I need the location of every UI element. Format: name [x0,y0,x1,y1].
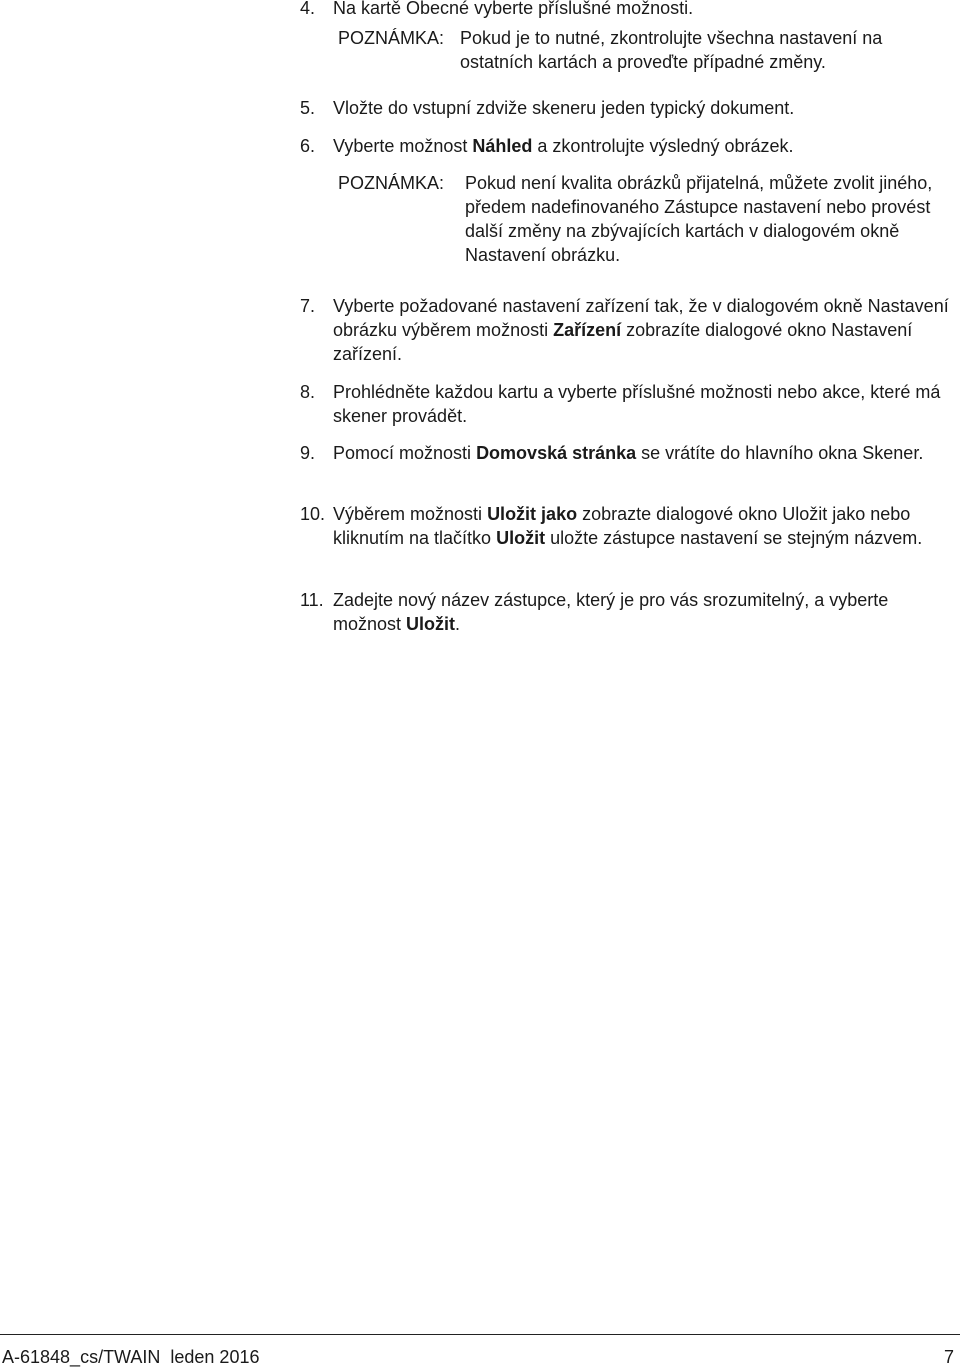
step-9 [300,441,952,465]
step-text: Vložte do vstupní zdviže skeneru jeden typický dokument. [333,98,795,118]
step-number: 9. [300,443,316,463]
step-8 [300,380,952,428]
step-5 [300,96,952,120]
step-number: 5. [300,98,316,118]
step-text: Výběrem možnosti Uložit jako zobrazte dialogové okno Uložit jako nebo kliknutím na tlačítko Uložit uložte zástupce nastavení se stejným názvem. [333,504,923,548]
step-number: 7. [300,296,316,316]
note-body: Pokud je to nutné, zkontrolujte všechna nastavení na ostatních kartách a proveďte případné změny. [460,28,883,72]
step-text: Na kartě Obecné vyberte příslušné možnosti. [333,0,694,18]
step-11 [300,588,952,636]
step-number: 10. [300,504,326,524]
note-label: POZNÁMKA: [338,28,445,48]
ui-term-save: Uložit [406,614,456,634]
step-number: 11. [300,590,324,610]
step-text: Pomocí možnosti Domovská stránka se vrátíte do hlavního okna Skener. [333,443,924,463]
note-2 [338,171,952,267]
ui-term-save-as: Uložit jako [487,504,578,524]
ui-term-device: Zařízení [553,320,622,340]
note-label: POZNÁMKA: [338,173,445,193]
step-4 [300,0,952,20]
page-number: 7 [943,1347,954,1367]
step-10 [300,502,952,550]
step-text: Zadejte nový název zástupce, který je pro vás srozumitelný, a vyberte možnost Uložit. [333,590,889,634]
step-number: 8. [300,382,316,402]
step-7 [300,294,952,366]
footer-divider [0,1334,960,1335]
ui-term-home: Domovská stránka [476,443,637,463]
step-text: Vyberte možnost Náhled a zkontrolujte výsledný obrázek. [333,136,794,156]
note-1 [338,26,952,74]
ui-term-save: Uložit [496,528,546,548]
step-number: 4. [300,0,316,18]
step-number: 6. [300,136,316,156]
step-text: Prohlédněte každou kartu a vyberte příslušné možnosti nebo akce, které má skener provádět. [333,382,941,426]
step-6 [300,134,952,158]
note-body: Pokud není kvalita obrázků přijatelná, můžete zvolit jiného, předem nadefinovaného Zástupce nastavení nebo provést další změny na zbývajících kartách v dialogovém okně Nastavení obrázku. [465,173,933,265]
ui-term-preview: Náhled [472,136,533,156]
step-text: Vyberte požadované nastavení zařízení tak, že v dialogovém okně Nastavení obrázku výběrem možnosti Zařízení zobrazíte dialogové okno Nastavení zařízení. [333,296,949,364]
footer-doc-id: A-61848_cs/TWAIN leden 2016 [2,1347,260,1367]
